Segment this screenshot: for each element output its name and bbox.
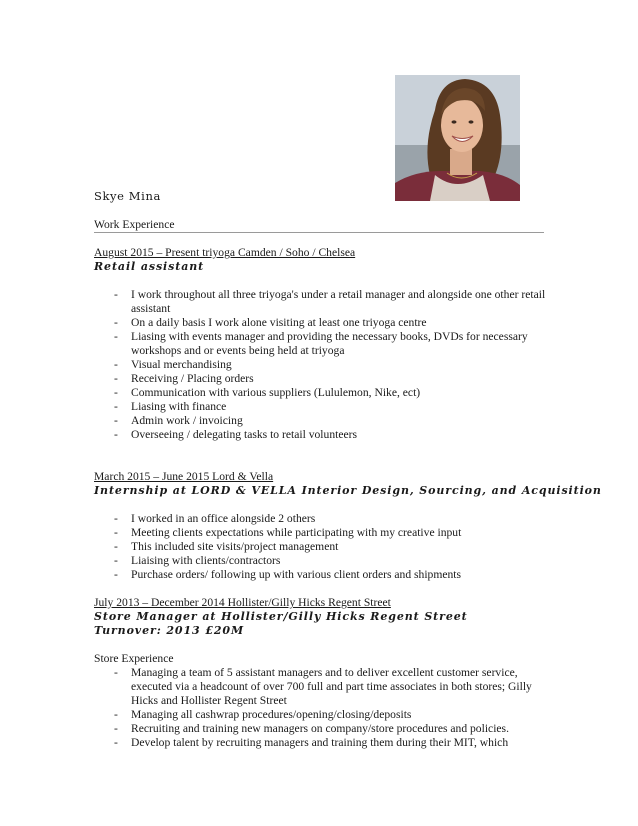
job-heading: March 2015 – June 2015 Lord & Vella xyxy=(94,470,274,483)
list-item: - Receiving / Placing orders xyxy=(114,372,554,386)
list-item: - Admin work / invoicing xyxy=(114,414,554,428)
job-heading: July 2013 – December 2014 Hollister/Gilly Hicks Regent Street xyxy=(94,596,391,609)
profile-photo-illustration xyxy=(395,75,520,201)
list-item: - Purchase orders/ following up with various client orders and shipments xyxy=(114,568,554,582)
list-item: - Managing all cashwrap procedures/opening/closing/deposits xyxy=(114,708,554,722)
list-item: - Visual merchandising xyxy=(114,358,554,372)
candidate-name: Skye Mina xyxy=(94,189,161,203)
job-subheading: Store Experience xyxy=(94,652,174,665)
job-turnover: Turnover: 2013 £20M xyxy=(94,624,245,637)
job-duties-list xyxy=(114,512,554,582)
profile-photo xyxy=(395,75,520,201)
list-item: - Communication with various suppliers (Lululemon, Nike, ect) xyxy=(114,386,554,400)
list-item: - This included site visits/project management xyxy=(114,540,554,554)
list-item: - Liaising with clients/contractors xyxy=(114,554,554,568)
list-item: - I worked in an office alongside 2 others xyxy=(114,512,554,526)
list-item: - Managing a team of 5 assistant managers and to deliver excellent customer service, executed via a headcount of over 700 full and part time associates in both stores; Gilly Hicks and Hollister Regent Street xyxy=(114,666,554,708)
job-heading: August 2015 – Present triyoga Camden / Soho / Chelsea xyxy=(94,246,356,259)
list-item: - On a daily basis I work alone visiting at least one triyoga centre xyxy=(114,316,554,330)
list-item: - Liasing with finance xyxy=(114,400,554,414)
job-duties-list xyxy=(114,288,554,442)
job-role: Retail assistant xyxy=(94,260,205,273)
list-item: - Liasing with events manager and providing the necessary books, DVDs for necessary workshops and or events being held at triyoga xyxy=(114,330,554,358)
list-item: - Overseeing / delegating tasks to retail volunteers xyxy=(114,428,554,442)
list-item: - Meeting clients expectations while participating with my creative input xyxy=(114,526,554,540)
section-work-experience: Work Experience xyxy=(94,218,544,233)
job-duties-list xyxy=(114,666,554,750)
list-item: - Develop talent by recruiting managers and training them during their MIT, which xyxy=(114,736,554,750)
job-role: Internship at LORD & VELLA Interior Design, Sourcing, and Acquisition xyxy=(94,484,602,497)
list-item: - Recruiting and training new managers on company/store procedures and policies. xyxy=(114,722,554,736)
job-role: Store Manager at Hollister/Gilly Hicks Regent Street xyxy=(94,610,468,623)
list-item: - I work throughout all three triyoga's under a retail manager and alongside one other retail assistant xyxy=(114,288,554,316)
